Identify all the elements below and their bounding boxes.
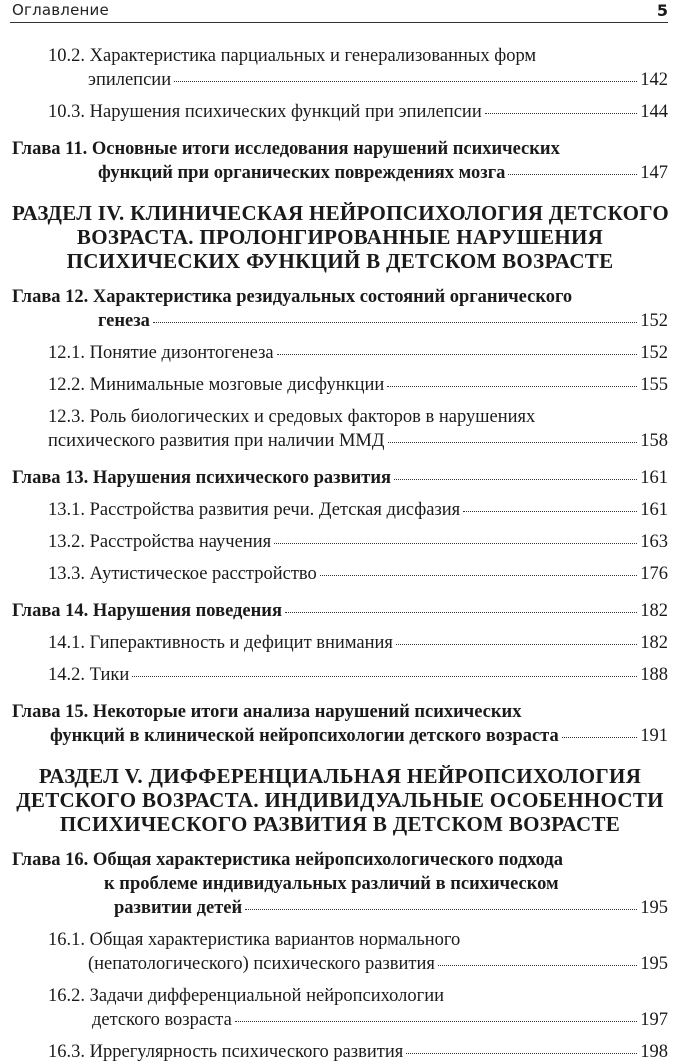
toc-entry-text: 12.1. Понятие дизонтогенеза: [48, 343, 274, 363]
toc-page-number: 195: [640, 954, 668, 974]
toc-chapter-12[interactable]: [12, 285, 668, 333]
section-heading-line: ДЕТСКОГО ВОЗРАСТА. ИНДИВИДУАЛЬНЫЕ ОСОБЕННОСТИ: [16, 788, 664, 812]
toc-entry-16-2[interactable]: [12, 984, 668, 1032]
toc-entry-14-2[interactable]: [12, 663, 668, 687]
leader-dots: [274, 542, 637, 544]
toc-entry-text: 10.3. Нарушения психических функций при эпилепсии: [48, 102, 482, 122]
toc-entry-13-1[interactable]: [12, 498, 668, 522]
toc-entry-text: 16.2. Задачи дифференциальной нейропсихологии: [48, 986, 445, 1006]
toc-entry-10-3[interactable]: [12, 100, 668, 124]
toc: [12, 44, 668, 1064]
toc-page-number: 182: [640, 601, 668, 621]
toc-chapter-11[interactable]: [12, 137, 668, 185]
toc-entry-16-3[interactable]: [12, 1040, 668, 1064]
toc-entry-text: генеза: [98, 311, 150, 331]
toc-page-number: 191: [640, 726, 668, 746]
toc-page-number: 155: [640, 375, 668, 395]
toc-entry-12-1[interactable]: [12, 341, 668, 365]
leader-dots: [485, 112, 638, 114]
leader-dots: [396, 643, 637, 645]
section-heading-line: РАЗДЕЛ V. ДИФФЕРЕНЦИАЛЬНАЯ НЕЙРОПСИХОЛОГИЯ: [38, 764, 642, 788]
toc-page-number: 182: [640, 633, 668, 653]
section-heading-line: ВОЗРАСТА. ПРОЛОНГИРОВАННЫЕ НАРУШЕНИЯ: [76, 225, 604, 249]
toc-page-number: 188: [640, 665, 668, 685]
toc-entry-text: 12.2. Минимальные мозговые дисфункции: [48, 375, 385, 395]
toc-entry-text: 14.1. Гиперактивность и дефицит внимания: [48, 633, 393, 653]
toc-entry-13-2[interactable]: [12, 530, 668, 554]
section-heading-iv[interactable]: [12, 201, 668, 273]
toc-entry-text: 13.3. Аутистическое расстройство: [48, 564, 317, 584]
leader-dots: [394, 478, 637, 480]
toc-entry-text: функций в клинической нейропсихологии детского возраста: [50, 726, 559, 746]
toc-entry-text: 12.3. Роль биологических и средовых факторов в нарушениях: [48, 407, 536, 427]
toc-entry-text: Глава 16. Общая характеристика нейропсихологического подхода: [12, 850, 563, 870]
toc-page-number: 198: [640, 1042, 668, 1062]
toc-entry-text: 13.1. Расстройства развития речи. Детская дисфазия: [48, 500, 461, 520]
toc-entry-text: (непатологического) психического развития: [88, 954, 435, 974]
toc-entry-text: 10.2. Характеристика парциальных и генерализованных форм: [48, 46, 537, 66]
toc-entry-13-3[interactable]: [12, 562, 668, 586]
toc-page-number: 197: [640, 1010, 668, 1030]
running-header: [0, 0, 678, 25]
toc-page-number: 161: [640, 500, 668, 520]
toc-entry-text: Глава 11. Основные итоги исследования нарушений психических: [12, 139, 560, 159]
toc-page-number: 158: [640, 431, 668, 451]
toc-chapter-14[interactable]: [12, 599, 668, 623]
section-heading-line: РАЗДЕЛ IV. КЛИНИЧЕСКАЯ НЕЙРОПСИХОЛОГИЯ ДЕТСКОГО: [12, 201, 670, 225]
toc-entry-text: детского возраста: [92, 1010, 232, 1030]
leader-dots: [463, 510, 637, 512]
leader-dots: [235, 1020, 637, 1022]
toc-entry-text: функций при органических повреждениях мозга: [98, 163, 506, 183]
toc-entry-text: психического развития при наличии ММД: [48, 431, 385, 451]
toc-entry-text: развитии детей: [114, 898, 243, 918]
toc-entry-text: Глава 12. Характеристика резидуальных состояний органического: [12, 287, 573, 307]
toc-entry-text: эпилепсии: [88, 70, 172, 90]
toc-page-number: 144: [640, 102, 668, 122]
toc-entry-text: 16.1. Общая характеристика вариантов нормального: [48, 930, 461, 950]
leader-dots: [320, 574, 637, 576]
toc-page-number: 176: [640, 564, 668, 584]
toc-page-number: 147: [640, 163, 668, 183]
leader-dots: [132, 675, 637, 677]
toc-entry-12-2[interactable]: [12, 373, 668, 397]
toc-entry-10-2[interactable]: [12, 44, 668, 92]
leader-dots: [285, 611, 637, 613]
toc-entry-text: Глава 15. Некоторые итоги анализа нарушений психических: [12, 702, 522, 722]
section-heading-line: ПСИХИЧЕСКОГО РАЗВИТИЯ В ДЕТСКОМ ВОЗРАСТЕ: [59, 812, 621, 836]
section-heading-line: ПСИХИЧЕСКИХ ФУНКЦИЙ В ДЕТСКОМ ВОЗРАСТЕ: [66, 249, 614, 273]
toc-page-number: 161: [640, 468, 668, 488]
toc-entry-12-3[interactable]: [12, 405, 668, 453]
toc-page-number: 152: [640, 311, 668, 331]
section-heading-v[interactable]: [12, 764, 668, 836]
leader-dots: [438, 964, 637, 966]
leader-dots: [245, 908, 637, 910]
leader-dots: [153, 321, 637, 323]
toc-entry-text: 14.2. Тики: [48, 665, 130, 685]
toc-page-number: 152: [640, 343, 668, 363]
leader-dots: [277, 353, 638, 355]
toc-page-number: 195: [640, 898, 668, 918]
toc-entry-text: 16.3. Иррегулярность психического развития: [48, 1042, 404, 1062]
toc-entry-text: к проблеме индивидуальных различий в психическом: [104, 874, 559, 894]
toc-page-number: 142: [640, 70, 668, 90]
toc-entry-text: 13.2. Расстройства научения: [48, 532, 272, 552]
toc-chapter-16[interactable]: [12, 848, 668, 920]
leader-dots: [388, 441, 638, 443]
toc-chapter-15[interactable]: [12, 700, 668, 748]
toc-entry-text: Глава 13. Нарушения психического развития: [12, 468, 392, 488]
leader-dots: [387, 385, 637, 387]
leader-dots: [174, 80, 637, 82]
leader-dots: [562, 736, 638, 738]
running-header-title: Оглавление: [12, 1, 109, 19]
header-rule: [10, 22, 668, 23]
page-number: 5: [656, 1, 668, 20]
toc-entry-text: Глава 14. Нарушения поведения: [12, 601, 282, 621]
leader-dots: [406, 1052, 637, 1054]
toc-entry-14-1[interactable]: [12, 631, 668, 655]
toc-entry-16-1[interactable]: [12, 928, 668, 976]
toc-chapter-13[interactable]: [12, 466, 668, 490]
leader-dots: [508, 173, 637, 175]
toc-page-number: 163: [640, 532, 668, 552]
